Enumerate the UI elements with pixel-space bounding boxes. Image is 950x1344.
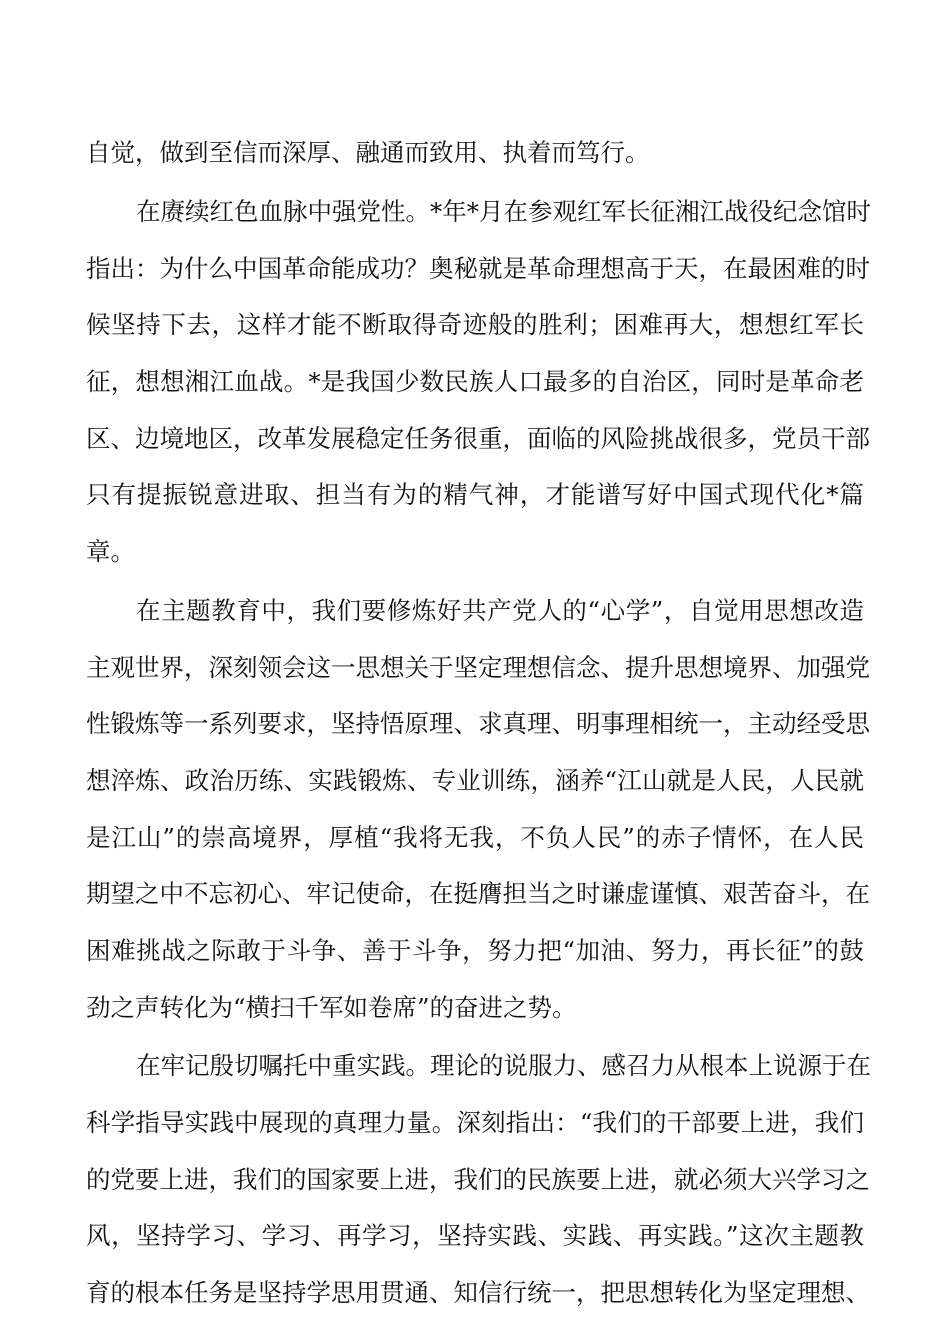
text-line: 区、边境地区，改革发展稳定任务很重，面临的风险挑战很多，党员干部 bbox=[86, 424, 870, 453]
text-line: 想淬炼、政治历练、实践锻炼、专业训练，涵养“江山就是人民，人民就 bbox=[86, 766, 864, 795]
text-line: 育的根本任务是坚持学思用贯通、知信行统一，把思想转化为坚定理想、 bbox=[86, 1278, 870, 1307]
text-line: 指出：为什么中国革命能成功？奥秘就是革命理想高于天，在最困难的时 bbox=[86, 254, 870, 283]
text-line: 只有提振锐意进取、担当有为的精气神，才能谱写好中国式现代化*篇 bbox=[86, 480, 864, 509]
text-line: 征，想想湘江血战。*是我国少数民族人口最多的自治区，同时是革命老 bbox=[86, 367, 864, 396]
text-line: 性锻炼等一系列要求，坚持悟原理、求真理、明事理相统一，主动经受思 bbox=[86, 709, 870, 738]
text-line: 是江山”的崇高境界，厚植“我将无我，不负人民”的赤子情怀，在人民 bbox=[86, 823, 864, 852]
text-line: 科学指导实践中展现的真理力量。深刻指出：“我们的干部要上进，我们 bbox=[86, 1108, 864, 1137]
paragraph-first-line: 在主题教育中，我们要修炼好共产党人的“心学”，自觉用思想改造 bbox=[136, 596, 864, 625]
text-line: 候坚持下去，这样才能不断取得奇迹般的胜利；困难再大，想想红军长 bbox=[86, 310, 864, 339]
text-line: 的党要上进，我们的国家要上进，我们的民族要上进，就必须大兴学习之 bbox=[86, 1165, 870, 1194]
text-line: 自觉，做到至信而深厚、融通而致用、执着而笃行。 bbox=[86, 138, 650, 167]
text-line: 主观世界，深刻领会这一思想关于坚定理想信念、提升思想境界、加强党 bbox=[86, 653, 870, 682]
text-line: 困难挑战之际敢于斗争、善于斗争，努力把“加油、努力，再长征”的鼓 bbox=[86, 936, 864, 965]
text-line: 风，坚持学习、学习、再学习，坚持实践、实践、再实践。”这次主题教 bbox=[86, 1221, 864, 1250]
text-line: 章。 bbox=[86, 537, 135, 566]
text-line: 期望之中不忘初心、牢记使命，在挺膺担当之时谦虚谨慎、艰苦奋斗，在 bbox=[86, 879, 870, 908]
paragraph-first-line: 在牢记殷切嘱托中重实践。理论的说服力、感召力从根本上说源于在 bbox=[136, 1051, 871, 1080]
paragraph-first-line: 在赓续红色血脉中强党性。*年*月在参观红军长征湘江战役纪念馆时 bbox=[136, 197, 871, 226]
text-line: 劲之声转化为“横扫千军如卷席”的奋进之势。 bbox=[86, 993, 577, 1022]
